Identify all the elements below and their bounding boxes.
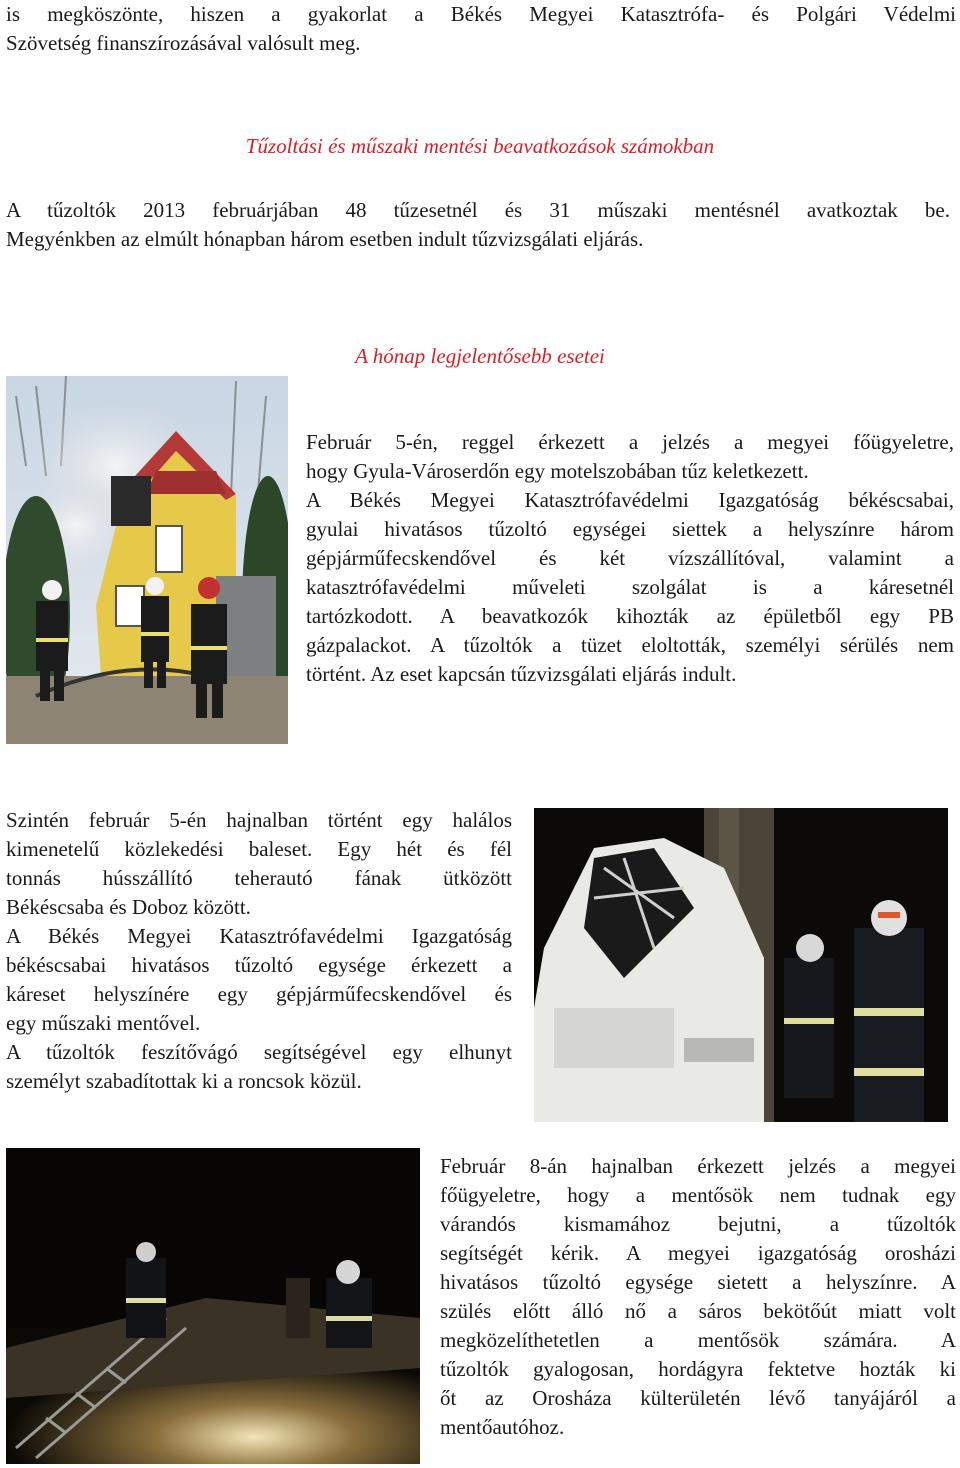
case1-line: gázpalackot. A tűzoltók a tüzet eloltották, személyi sérülés nem (306, 633, 954, 657)
case1-line: tartózkodott. A beavatkozók kihozták az épületből egy PB (306, 604, 954, 628)
night-rescue-image (6, 1148, 420, 1464)
truck-crash-photo (534, 808, 948, 1122)
case1-line: gépjárműfecskendővel és két vízszállítóval, valamint a (306, 546, 954, 570)
night-rescue-photo (6, 1148, 420, 1464)
stats-line-1: A tűzoltók 2013 februárjában 48 tűzesetnél és 31 műszaki mentésnél avatkoztak be. (6, 198, 950, 222)
case3-line: tűzoltók gyalogosan, hordágyra fektetve hozták ki (440, 1357, 956, 1381)
house-fire-photo (6, 376, 288, 744)
house-fire-image (6, 376, 288, 744)
case3-line: várandós kismamához bejutni, a tűzoltók (440, 1212, 956, 1236)
case1-line: A Békés Megyei Katasztrófavédelmi Igazgatóság békéscsabai, (306, 488, 954, 512)
case2-line: személyt szabadítottak ki a roncsok közül. (6, 1069, 362, 1093)
case3-line: őt az Orosháza külterületén lévő tanyájáról a (440, 1386, 956, 1410)
stats-heading: Tűzoltási és műszaki mentési beavatkozások számokban (245, 134, 715, 158)
case3-paragraph (440, 1152, 956, 1442)
case2-line: kimenetelű közlekedési baleset. Egy hét és fél (6, 837, 512, 861)
intro-line-2: Szövetség finanszírozásával valósult meg. (6, 31, 361, 55)
cases-heading: A hónap legjelentősebb esetei (355, 344, 605, 368)
case1-line: történt. Az eset kapcsán tűzvizsgálati eljárás indult. (306, 662, 737, 686)
case3-line: mentőautóhoz. (440, 1415, 565, 1439)
case2-line: káreset helyszínére egy gépjárműfecskendővel és (6, 982, 512, 1006)
case2-line: A Békés Megyei Katasztrófavédelmi Igazgatóság (6, 924, 512, 948)
stats-line-2: Megyénkben az elmúlt hónapban három esetben indult tűzvizsgálati eljárás. (6, 227, 644, 251)
case2-line: békéscsabai hivatásos tűzoltó egysége érkezett a (6, 953, 512, 977)
case2-line: A tűzoltók feszítővágó segítségével egy elhunyt (6, 1040, 512, 1064)
case1-line: hogy Gyula-Városerdőn egy motelszobában tűz keletkezett. (306, 459, 809, 483)
case3-line: megközelíthetetlen a mentősök számára. A (440, 1328, 956, 1352)
case3-line: hivatásos tűzoltó egysége sietett a helyszínre. A (440, 1270, 956, 1294)
case1-line: Február 5-én, reggel érkezett a jelzés a megyei főügyeletre, (306, 430, 954, 454)
case3-line: segítségét kérik. A megyei igazgatóság orosházi (440, 1241, 956, 1265)
case2-line: Békéscsaba és Doboz között. (6, 895, 251, 919)
case1-paragraph (306, 428, 954, 689)
case1-line: gyulai hivatásos tűzoltó egységei siettek a helyszínre három (306, 517, 954, 541)
case1-line: katasztrófavédelmi műveleti szolgálat is a káresetnél (306, 575, 954, 599)
case3-line: szülés előtt álló nő a sáros bekötőút miatt volt (440, 1299, 956, 1323)
case2-line: egy műszaki mentővel. (6, 1011, 201, 1035)
case3-line: főügyeletre, hogy a mentősök nem tudnak egy (440, 1183, 956, 1207)
case3-line: Február 8-án hajnalban érkezett jelzés a megyei (440, 1154, 956, 1178)
intro-paragraph (6, 0, 956, 58)
stats-paragraph (6, 196, 950, 254)
intro-line-1: is megköszönte, hiszen a gyakorlat a Békés Megyei Katasztrófa- és Polgári Védelmi (6, 2, 956, 26)
case2-line: Szintén február 5-én hajnalban történt egy halálos (6, 808, 512, 832)
case2-line: tonnás hússzállító teherautó fának ütközött (6, 866, 512, 890)
truck-crash-image (534, 808, 948, 1122)
case2-paragraph (6, 806, 512, 1096)
